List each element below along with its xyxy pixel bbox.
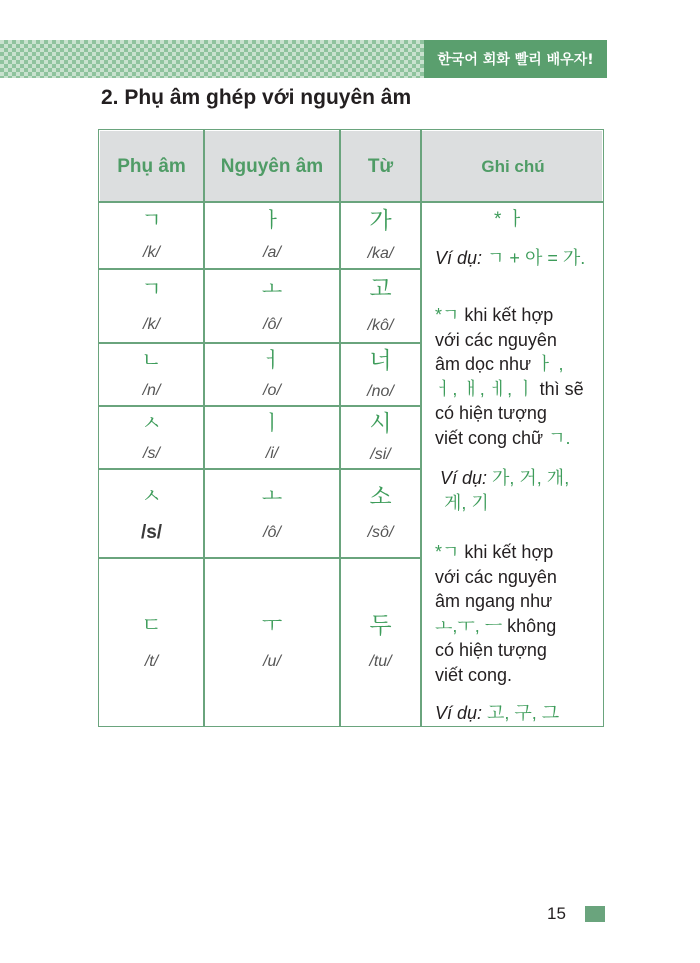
notes-cell: [422, 202, 604, 727]
consonant-glyph: ㄴ: [141, 348, 162, 372]
table-cell-consonant: [100, 203, 203, 268]
vowel-romanization: /ô/: [263, 524, 281, 541]
note-curved-rule: *ㄱ khi kết hợp với các nguyên âm dọc như ㅏ , ㅓ, ㅐ, ㅔ, ㅣ thì sẽ có hiện tượng viết cong chữ ㄱ.: [435, 305, 584, 448]
consonant-romanization: /t/: [144, 653, 159, 670]
note-example-1: Ví dụ: ㄱ + 아 = 가.: [435, 248, 586, 268]
word-glyph: 고: [369, 276, 392, 303]
table-cell-consonant: [100, 344, 203, 405]
table-cell-word: [341, 559, 420, 726]
consonant-glyph: ㅅ: [141, 411, 162, 435]
consonant-romanization: /k/: [143, 244, 160, 261]
consonant-romanization: /s/: [143, 445, 160, 462]
vowel-glyph: ㅗ: [261, 484, 283, 508]
consonant-romanization: /k/: [143, 316, 160, 334]
vowel-glyph: ㅏ: [261, 208, 283, 232]
table-cell-consonant: [100, 470, 203, 557]
table-cell-word: [341, 203, 420, 268]
table-cell-consonant: [100, 270, 203, 342]
word-glyph: 두: [369, 613, 392, 639]
vowel-romanization: /u/: [263, 653, 281, 670]
section-title: 2. Phụ âm ghép với nguyên âm: [101, 86, 412, 109]
consonant-glyph: ㄷ: [141, 613, 162, 637]
chapter-banner: 한국어 회화 빨리 배우자!: [424, 40, 607, 78]
table-cell-word: [341, 470, 420, 557]
table-cell-vowel: [205, 203, 339, 268]
vowel-romanization: /o/: [263, 382, 281, 399]
note-vowel-mark: * ㅏ: [494, 209, 526, 230]
word-glyph: 너: [369, 347, 392, 374]
table-cell-vowel: [205, 270, 339, 342]
header-notes: Ghi chú: [481, 156, 545, 176]
table-cell-vowel: [205, 407, 339, 468]
table-cell-word: [341, 270, 420, 342]
note-example-3: Ví dụ: 고, 구, 그: [435, 703, 560, 723]
table-cell-vowel: [205, 470, 339, 557]
table-cell-vowel: [205, 559, 339, 726]
vowel-glyph: ㅣ: [261, 411, 283, 435]
word-romanization: /sô/: [367, 524, 394, 541]
table-cell-consonant: [100, 407, 203, 468]
table-cell-vowel: [205, 344, 339, 405]
note-straight-rule: *ㄱ khi kết hợp với các nguyên âm ngang như ㅗ,ㅜ, ㅡ không có hiện tượng viết cong.: [435, 542, 557, 685]
table-cell-consonant: [100, 559, 203, 726]
word-romanization: /ka/: [367, 244, 394, 262]
consonant-glyph: ㅅ: [141, 483, 162, 508]
consonant-romanization: /s/: [140, 521, 163, 543]
consonant-glyph: ㄱ: [141, 208, 162, 232]
vowel-romanization: /ô/: [263, 316, 281, 334]
consonant-glyph: ㄱ: [141, 276, 162, 301]
header-vowel: Nguyên âm: [220, 155, 324, 177]
vowel-romanization: /a/: [263, 244, 281, 261]
word-glyph: 가: [369, 207, 392, 234]
vowel-glyph: ㅗ: [261, 276, 283, 301]
checker-pattern: [0, 40, 424, 78]
note-example-2: Ví dụ: 가, 거, 개, 게, 기: [440, 468, 570, 513]
table-cell-word: [341, 407, 420, 468]
word-romanization: /tu/: [369, 653, 392, 670]
word-glyph: 시: [369, 410, 392, 437]
word-romanization: /kô/: [367, 316, 394, 334]
header-word: Từ: [367, 155, 394, 177]
word-romanization: /no/: [367, 382, 394, 400]
vowel-glyph: ㅓ: [261, 348, 283, 372]
word-glyph: 소: [369, 484, 392, 510]
consonant-romanization: /n/: [142, 382, 161, 399]
table-cell-word: [341, 344, 420, 405]
word-romanization: /si/: [370, 445, 391, 463]
page-number: 15: [547, 904, 566, 923]
vowel-glyph: ㅜ: [261, 613, 283, 637]
vowel-romanization: /i/: [265, 445, 279, 462]
page-marker: [585, 906, 605, 922]
header-consonant: Phụ âm: [117, 155, 186, 177]
